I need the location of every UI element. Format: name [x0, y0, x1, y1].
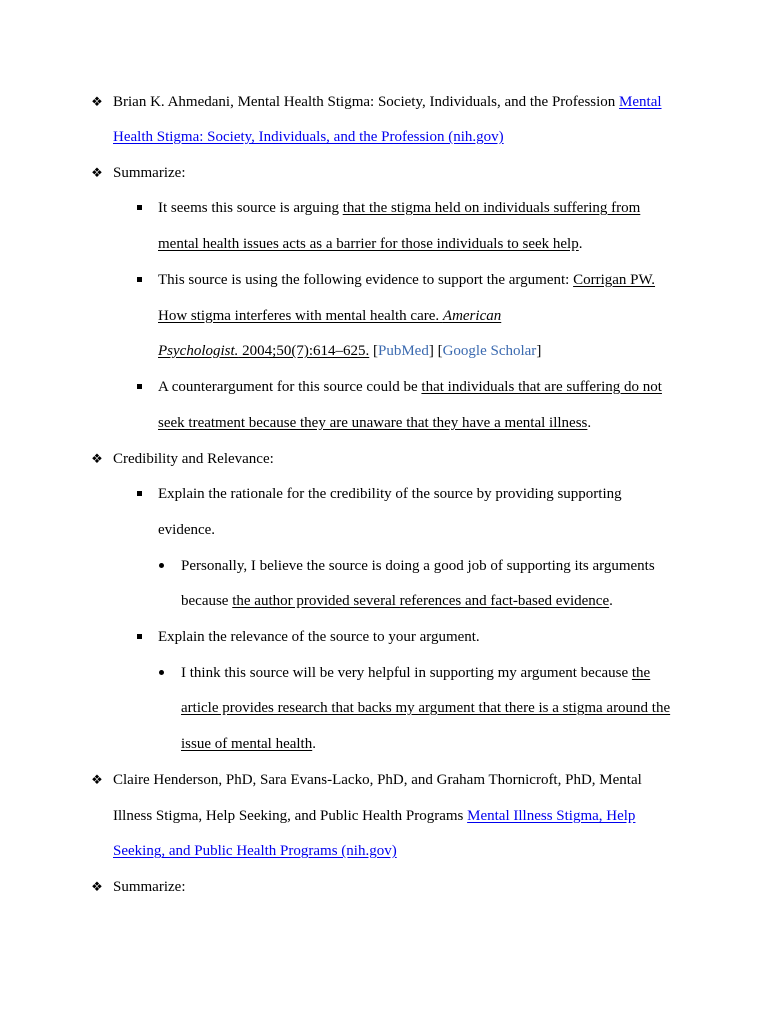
- list-item-continuation: [113, 841, 397, 861]
- diamond-bullet-icon: ❖: [91, 879, 103, 894]
- relevance-underlined: issue of mental health: [181, 736, 313, 752]
- evidence-underlined: Corrigan PW.: [573, 272, 656, 288]
- counterargument-underlined: seek treatment because they are unaware that they have a mental illness: [158, 415, 588, 431]
- source-citation: Illness Stigma, Help Seeking, and Public Health Programs: [113, 808, 468, 824]
- relevance-underlined: the: [631, 665, 651, 681]
- section-label-summarize: Summarize:: [113, 879, 186, 895]
- punctuation: .: [609, 593, 613, 609]
- diamond-bullet-icon: ❖: [91, 772, 103, 787]
- counterargument-underlined: that individuals that are suffering do not: [421, 379, 662, 395]
- argument-underlined: mental health issues acts as a barrier for those individuals to seek help: [158, 236, 579, 252]
- punctuation: .: [312, 736, 316, 752]
- diamond-bullet-icon: ❖: [91, 94, 103, 109]
- evidence-underlined: How stigma interferes with mental health care.: [158, 308, 443, 324]
- square-bullet-icon: [134, 270, 144, 290]
- list-item-continuation: [181, 734, 316, 754]
- section-label-summarize: Summarize:: [113, 165, 186, 181]
- source-link[interactable]: Mental: [619, 94, 662, 110]
- source-citation: Brian K. Ahmedani, Mental Health Stigma: Society, Individuals, and the Profession: [113, 94, 620, 110]
- list-item-continuation: evidence.: [158, 522, 216, 538]
- square-bullet-icon: [134, 377, 144, 397]
- list-item: [113, 92, 662, 112]
- square-bullet-icon: [134, 198, 144, 218]
- journal-name: American: [442, 308, 502, 324]
- source-link[interactable]: Mental Illness Stigma, Help: [467, 808, 636, 824]
- credibility-underlined: the author provided several references and fact-based evidence: [232, 593, 610, 609]
- section-label-credibility: Credibility and Relevance:: [113, 451, 274, 467]
- list-item: [181, 663, 650, 683]
- list-item: Explain the relevance of the source to your argument.: [158, 629, 480, 645]
- pubmed-link[interactable]: PubMed: [377, 343, 429, 359]
- source-link[interactable]: Health Stigma: Society, Individuals, and the Profession (nih.gov): [113, 129, 504, 145]
- list-item-continuation: [113, 806, 635, 826]
- evidence-text: This source is using the following evidence to support the argument:: [158, 272, 574, 288]
- relevance-underlined: article provides research that backs my argument that there is a stigma around the: [181, 700, 671, 716]
- list-item-continuation: [181, 591, 613, 611]
- list-item-continuation: [158, 413, 591, 433]
- diamond-bullet-icon: ❖: [91, 165, 103, 180]
- credibility-text: because: [181, 593, 233, 609]
- argument-text: It seems this source is arguing: [158, 200, 343, 216]
- bracket: [: [369, 343, 378, 359]
- list-item-continuation: [113, 127, 504, 147]
- square-bullet-icon: [134, 484, 144, 504]
- list-item: [158, 270, 655, 290]
- google-scholar-link[interactable]: Google Scholar: [442, 343, 537, 359]
- list-item-continuation: [158, 306, 501, 326]
- relevance-text: I think this source will be very helpful in supporting my argument because: [181, 665, 632, 681]
- bracket: ]: [536, 343, 542, 359]
- list-item-continuation: [158, 341, 541, 361]
- punctuation: .: [578, 236, 583, 252]
- diamond-bullet-icon: ❖: [91, 451, 103, 466]
- citation-details: 2004;50(7):614–625.: [238, 343, 370, 359]
- journal-name: Psychologist.: [158, 343, 239, 359]
- round-bullet-icon: [156, 556, 166, 576]
- list-item: Claire Henderson, PhD, Sara Evans-Lacko, PhD, and Graham Thornicroft, PhD, Mental: [113, 772, 642, 788]
- list-item: [158, 198, 640, 218]
- list-item: Explain the rationale for the credibility of the source by providing supporting: [158, 486, 622, 502]
- list-item: [158, 377, 662, 397]
- source-link[interactable]: Seeking, and Public Health Programs (nih.gov): [113, 843, 397, 859]
- list-item-continuation: [181, 698, 670, 718]
- counterargument-text: A counterargument for this source could be: [158, 379, 422, 395]
- list-item: Personally, I believe the source is doing a good job of supporting its arguments: [181, 558, 655, 574]
- round-bullet-icon: [156, 663, 166, 683]
- square-bullet-icon: [134, 627, 144, 647]
- argument-underlined: that the stigma held on individuals suffering from: [342, 200, 641, 216]
- list-item-continuation: [158, 234, 582, 254]
- bracket: ] [: [428, 343, 443, 359]
- punctuation: .: [587, 415, 592, 431]
